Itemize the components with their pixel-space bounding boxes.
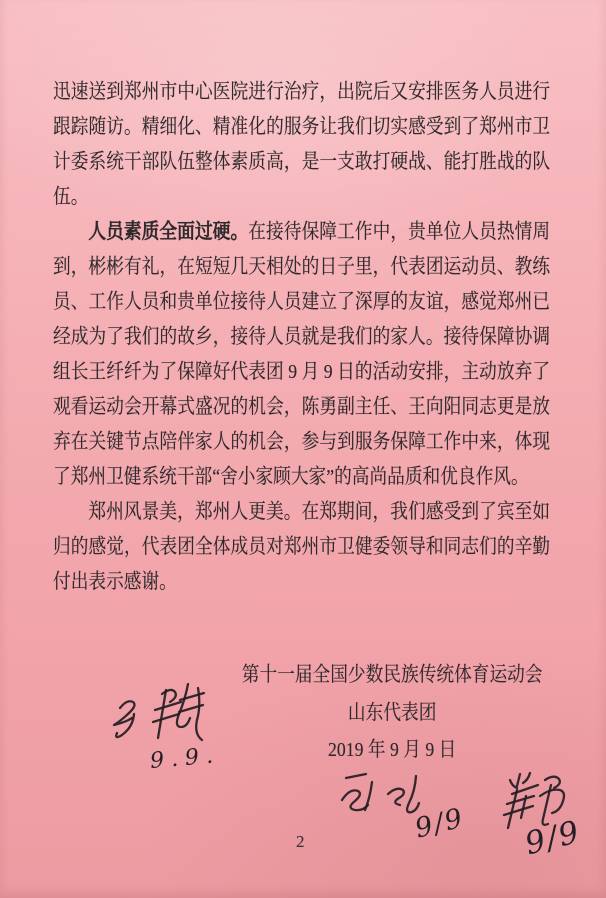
organization-line: 第十一届全国少数民族传统体育运动会 [241, 664, 543, 686]
paragraph-1: 迅速送到郑州市中心医院进行治疗，出院后又安排医务人员进行跟踪随访。精细化、精准化的服务让我们切实感受到了郑州市卫计委系统干部队伍整体素质高，是一支敢打硬战、能打胜战的队伍。 [53, 81, 551, 208]
signature-3-date: 9/9 [521, 813, 585, 863]
delegation-line: 山东代表团 [347, 701, 437, 724]
paragraph-3: 郑州风景美，郑州人更美。在郑期间，我们感受到了宾至如归的感觉，代表团全体成员对郑州市卫健委领导和同志们的辛勤付出表示感谢。 [53, 501, 551, 593]
signature-1-date: 9.9. [149, 742, 221, 775]
signature-2-date: 9/9 [411, 802, 468, 845]
letter-body [53, 75, 550, 770]
paragraph-2 [53, 215, 550, 495]
date-line: 2019 年 9 月 9 日 [328, 739, 457, 761]
paragraph-2-rest: 在接待保障工作中，贵单位人员热情周到，彬彬有礼，在短短几天相处的日子里，代表团运动员、教练员、工作人员和贵单位接待人员建立了深厚的友谊，感觉郑州已经成为了我们的故乡，接待人员就是我们的家人。接待保障协调组长王纤纤为了保障好代表团 9 月 9 日的活动安排，主动放弃了观看运动会开幕式盛况的机会，陈勇副主任、王向阳同志更是放弃在关键节点陪伴家人的机会，参与到服务保障工作中来，体现了郑州卫健系统干部“舍小家顾大家”的高尚品质和优良作风。 [53, 221, 551, 488]
page-number: 2 [296, 832, 305, 851]
paragraph-2-lead: 人员素质全面过硬。 [88, 221, 249, 243]
